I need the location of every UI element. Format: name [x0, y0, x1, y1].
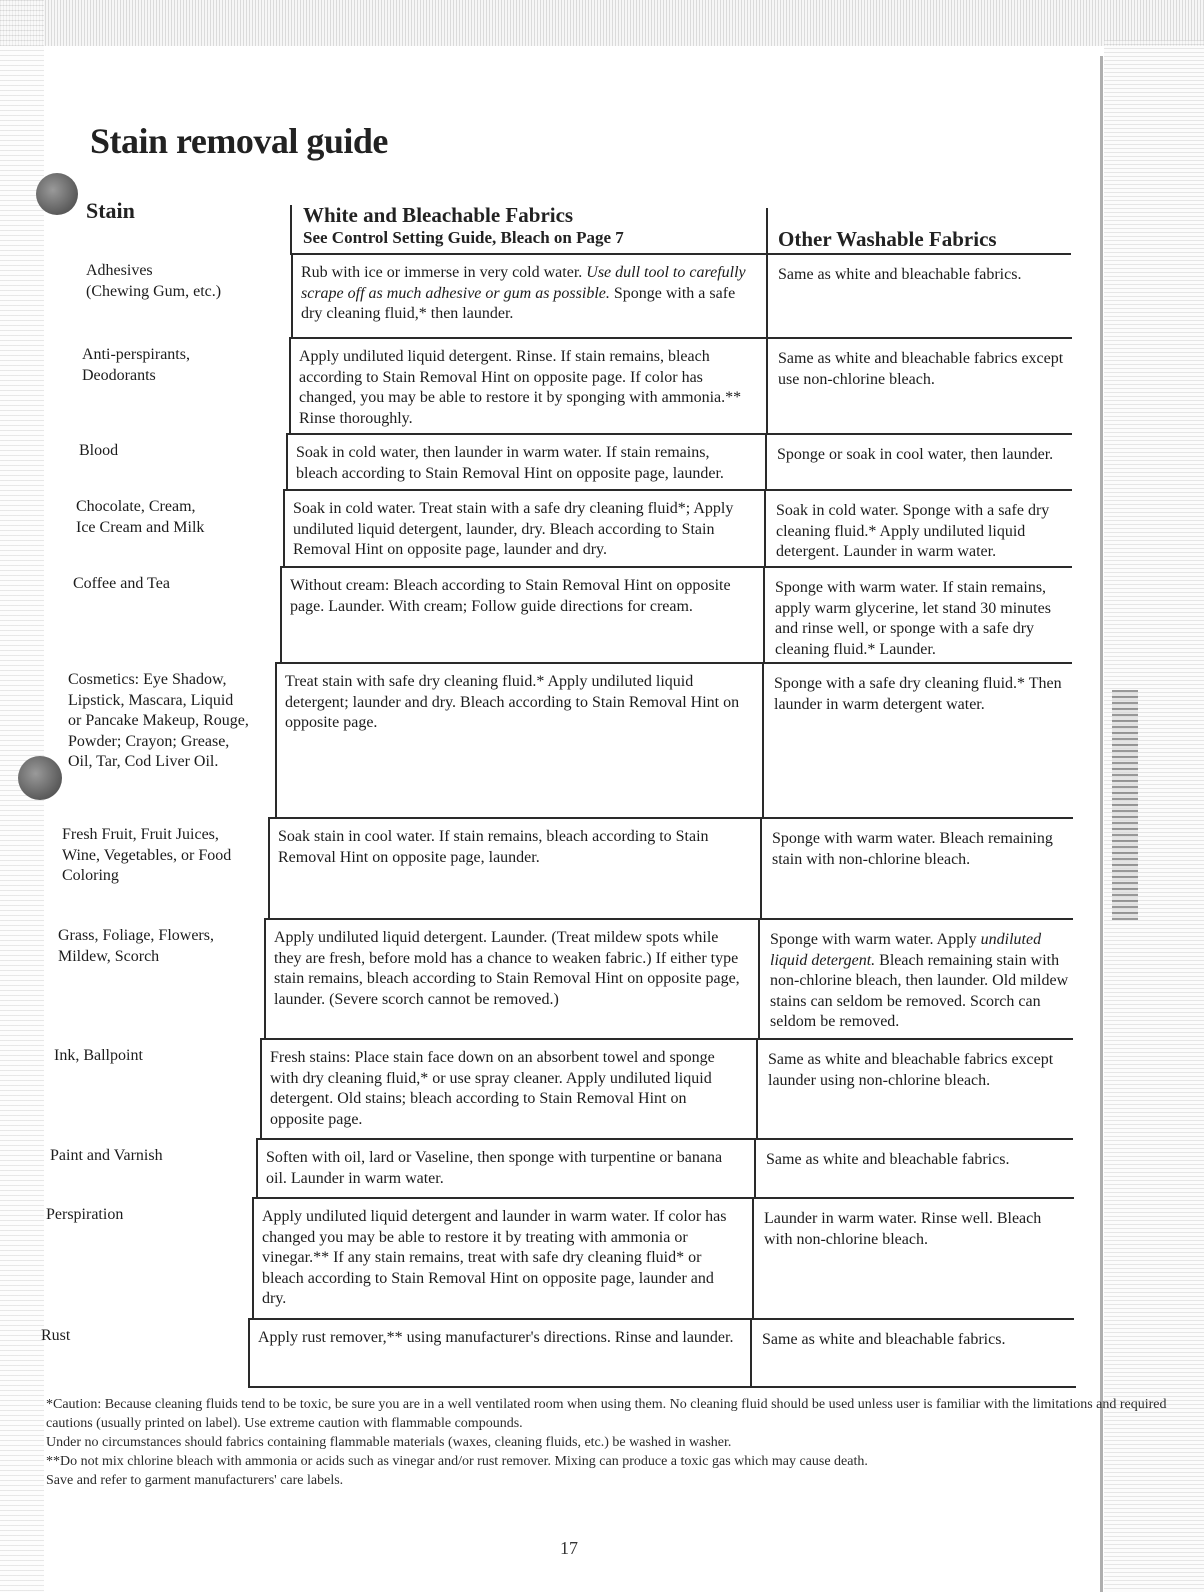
- row-separator: [280, 566, 1072, 568]
- binder-tab-shadow: [1112, 690, 1138, 920]
- column-divider: [289, 337, 291, 433]
- header-stain: Stain: [86, 198, 135, 223]
- other-washable-cell: Sponge or soak in cool water, then launder.: [777, 446, 1054, 463]
- column-divider: [286, 433, 288, 489]
- header-divider: [290, 205, 292, 255]
- row-separator: [289, 337, 1072, 339]
- stain-cell: Perspiration: [46, 1206, 124, 1223]
- stain-cell: Fresh Fruit, Fruit Juices, Wine, Vegetables, or Food Coloring: [62, 826, 232, 884]
- white-bleachable-cell: Soften with oil, lard or Vaseline, then sponge with turpentine or banana oil. Launder in warm water.: [266, 1149, 723, 1187]
- footnote-flammable: Under no circumstances should fabrics containing flammable materials (waxes, cleaning fluids, etc.) be washed in washer.: [46, 1435, 732, 1450]
- column-divider: [754, 1138, 756, 1197]
- row-separator: [252, 1197, 1074, 1199]
- column-divider: [765, 433, 767, 489]
- column-divider: [291, 253, 293, 337]
- footnote-care-labels: Save and refer to garment manufacturers' care labels.: [46, 1473, 344, 1488]
- column-divider: [766, 337, 768, 433]
- stain-cell: Adhesives (Chewing Gum, etc.): [86, 262, 222, 300]
- column-divider: [752, 1197, 754, 1318]
- stain-cell: Paint and Varnish: [50, 1147, 163, 1164]
- white-bleachable-cell: Fresh stains: Place stain face down on an absorbent towel and sponge with dry cleaning fluid,* or use spray cleaner. Apply undiluted liquid detergent. Old stains; bleach according to Stain Removal Hint on opposite page.: [270, 1049, 715, 1128]
- white-bleachable-cell: Apply undiluted liquid detergent and launder in warm water. If color has changed you may be able to restore it by treating with ammonia or vinegar.** If any stain remains, treat with safe dry cleaning fluid* or bleach according to Stain Removal Hint on opposite page, launder and dry.: [262, 1208, 727, 1307]
- column-divider: [762, 662, 764, 817]
- column-divider: [268, 817, 270, 918]
- column-divider: [252, 1197, 254, 1318]
- white-bleachable-cell: Without cream: Bleach according to Stain Removal Hint on opposite page. Launder. With cream; Follow guide directions for cream.: [290, 577, 731, 615]
- column-divider: [275, 662, 277, 817]
- column-divider: [763, 566, 765, 662]
- column-divider: [766, 253, 768, 337]
- white-bleachable-cell: Soak in cold water. Treat stain with a safe dry cleaning fluid*; Apply undiluted liquid detergent, launder, dry. Bleach according to Stain Removal Hint on opposite page, launder and dry.: [293, 500, 734, 558]
- footnotes: [46, 1395, 1204, 1490]
- header-white-bleachable: White and Bleachable Fabrics: [303, 203, 574, 227]
- page-title: Stain removal guide: [90, 121, 388, 161]
- italic-emphasis: undiluted liquid detergent.: [770, 931, 1042, 969]
- stain-cell: Ink, Ballpoint: [54, 1047, 143, 1064]
- white-bleachable-cell: Soak stain in cool water. If stain remains, bleach according to Stain Removal Hint on opposite page, launder.: [278, 828, 709, 866]
- column-divider: [756, 1038, 758, 1138]
- white-bleachable-cell: Rub with ice or immerse in very cold water. Use dull tool to carefully scrape off as much adhesive or gum as possible. Sponge with a safe dry cleaning fluid,* then launder.: [301, 264, 746, 322]
- other-washable-cell: Same as white and bleachable fabrics except use non-chlorine bleach.: [778, 350, 1064, 388]
- column-divider: [248, 1318, 250, 1386]
- table-bottom-rule: [248, 1386, 1076, 1388]
- scan-noise-top: [0, 0, 1204, 46]
- stain-cell: Anti-perspirants, Deodorants: [82, 346, 190, 384]
- other-washable-cell: Sponge with warm water. Apply undiluted liquid detergent. Bleach remaining stain with non-chlorine bleach, then launder. Old mildew stains can seldom be removed. Scorch can seldom be removed.: [770, 931, 1069, 1030]
- column-divider: [283, 489, 285, 566]
- other-washable-cell: Sponge with warm water. Bleach remaining stain with non-chlorine bleach.: [772, 830, 1053, 868]
- stain-cell: Blood: [79, 442, 119, 459]
- header-divider: [766, 208, 768, 256]
- stain-cell: Coffee and Tea: [73, 575, 170, 592]
- stain-cell: Chocolate, Cream, Ice Cream and Milk: [76, 498, 205, 536]
- other-washable-cell: Same as white and bleachable fabrics.: [766, 1151, 1010, 1168]
- column-divider: [764, 489, 766, 566]
- column-divider: [750, 1318, 752, 1386]
- white-bleachable-cell: Treat stain with safe dry cleaning fluid.* Apply undiluted liquid detergent; launder and dry. Bleach according to Stain Removal Hint on opposite page.: [285, 673, 740, 731]
- row-separator: [256, 1138, 1073, 1140]
- italic-emphasis: Use dull tool to carefully scrape off as much adhesive or gum as possible.: [301, 264, 746, 302]
- punch-hole-icon: [18, 756, 62, 800]
- other-washable-cell: Same as white and bleachable fabrics.: [762, 1331, 1006, 1348]
- white-bleachable-cell: Apply undiluted liquid detergent. Rinse. If stain remains, bleach according to Stain Removal Hint on opposite page. If color has changed, you may be able to restore it by sponging with ammonia.** Rinse thoroughly.: [299, 348, 742, 427]
- row-separator: [260, 1038, 1073, 1040]
- header-white-subtitle: See Control Setting Guide, Bleach on Page 7: [303, 228, 624, 247]
- row-separator: [286, 433, 1072, 435]
- other-washable-cell: Same as white and bleachable fabrics.: [778, 266, 1022, 283]
- column-divider: [256, 1138, 258, 1197]
- page-number: 17: [560, 1538, 578, 1558]
- white-bleachable-cell: Apply undiluted liquid detergent. Launder. (Treat mildew spots while they are fresh, before mold has a chance to weaken fabric.) If either type stain remains, bleach according to Stain Removal Hint on opposite page, launder. (Severe scorch cannot be removed.): [274, 929, 740, 1008]
- row-separator: [264, 918, 1073, 920]
- stain-cell: Grass, Foliage, Flowers, Mildew, Scorch: [58, 927, 214, 965]
- row-separator: [291, 253, 1071, 255]
- other-washable-cell: Sponge with a safe dry cleaning fluid.* Then launder in warm detergent water.: [774, 675, 1062, 713]
- stain-cell: Rust: [41, 1327, 71, 1344]
- white-bleachable-cell: Apply rust remover,** using manufacturer's directions. Rinse and launder.: [258, 1329, 734, 1346]
- row-separator: [275, 662, 1072, 664]
- page-edge: [1100, 56, 1103, 1592]
- column-divider: [264, 918, 266, 1038]
- white-bleachable-cell: Soak in cold water, then launder in warm water. If stain remains, bleach according to Stain Removal Hint on opposite page, launder.: [296, 444, 724, 482]
- other-washable-cell: Sponge with warm water. If stain remains, apply warm glycerine, let stand 30 minutes and rinse well, or sponge with a safe dry cleaning fluid.* Launder.: [775, 579, 1051, 658]
- row-separator: [268, 817, 1073, 819]
- column-divider: [758, 918, 760, 1038]
- column-divider: [280, 566, 282, 662]
- footnote-caution: *Caution: Because cleaning fluids tend to be toxic, be sure you are in a well ventilated room when using them. No cleaning fluid should be used unless user is familiar with the limitations and required cautions (usually printed on label). Use extreme caution with flammable compounds.: [46, 1397, 1167, 1431]
- column-divider: [760, 817, 762, 918]
- other-washable-cell: Launder in warm water. Rinse well. Bleach with non-chlorine bleach.: [764, 1210, 1042, 1248]
- punch-hole-icon: [36, 173, 78, 215]
- footnote-chlorine: **Do not mix chlorine bleach with ammonia or acids such as vinegar and/or rust remover. Mixing can produce a toxic gas which may cause death.: [46, 1454, 868, 1469]
- stain-cell: Cosmetics: Eye Shadow, Lipstick, Mascara, Liquid or Pancake Makeup, Rouge, Powder; Crayon; Grease, Oil, Tar, Cod Liver Oil.: [68, 671, 249, 770]
- row-separator: [283, 489, 1072, 491]
- header-other-washable: Other Washable Fabrics: [778, 227, 997, 251]
- other-washable-cell: Same as white and bleachable fabrics except launder using non-chlorine bleach.: [768, 1051, 1054, 1089]
- column-divider: [260, 1038, 262, 1138]
- other-washable-cell: Soak in cold water. Sponge with a safe dry cleaning fluid.* Apply undiluted liquid detergent. Launder in warm water.: [776, 502, 1050, 560]
- row-separator: [248, 1318, 1074, 1320]
